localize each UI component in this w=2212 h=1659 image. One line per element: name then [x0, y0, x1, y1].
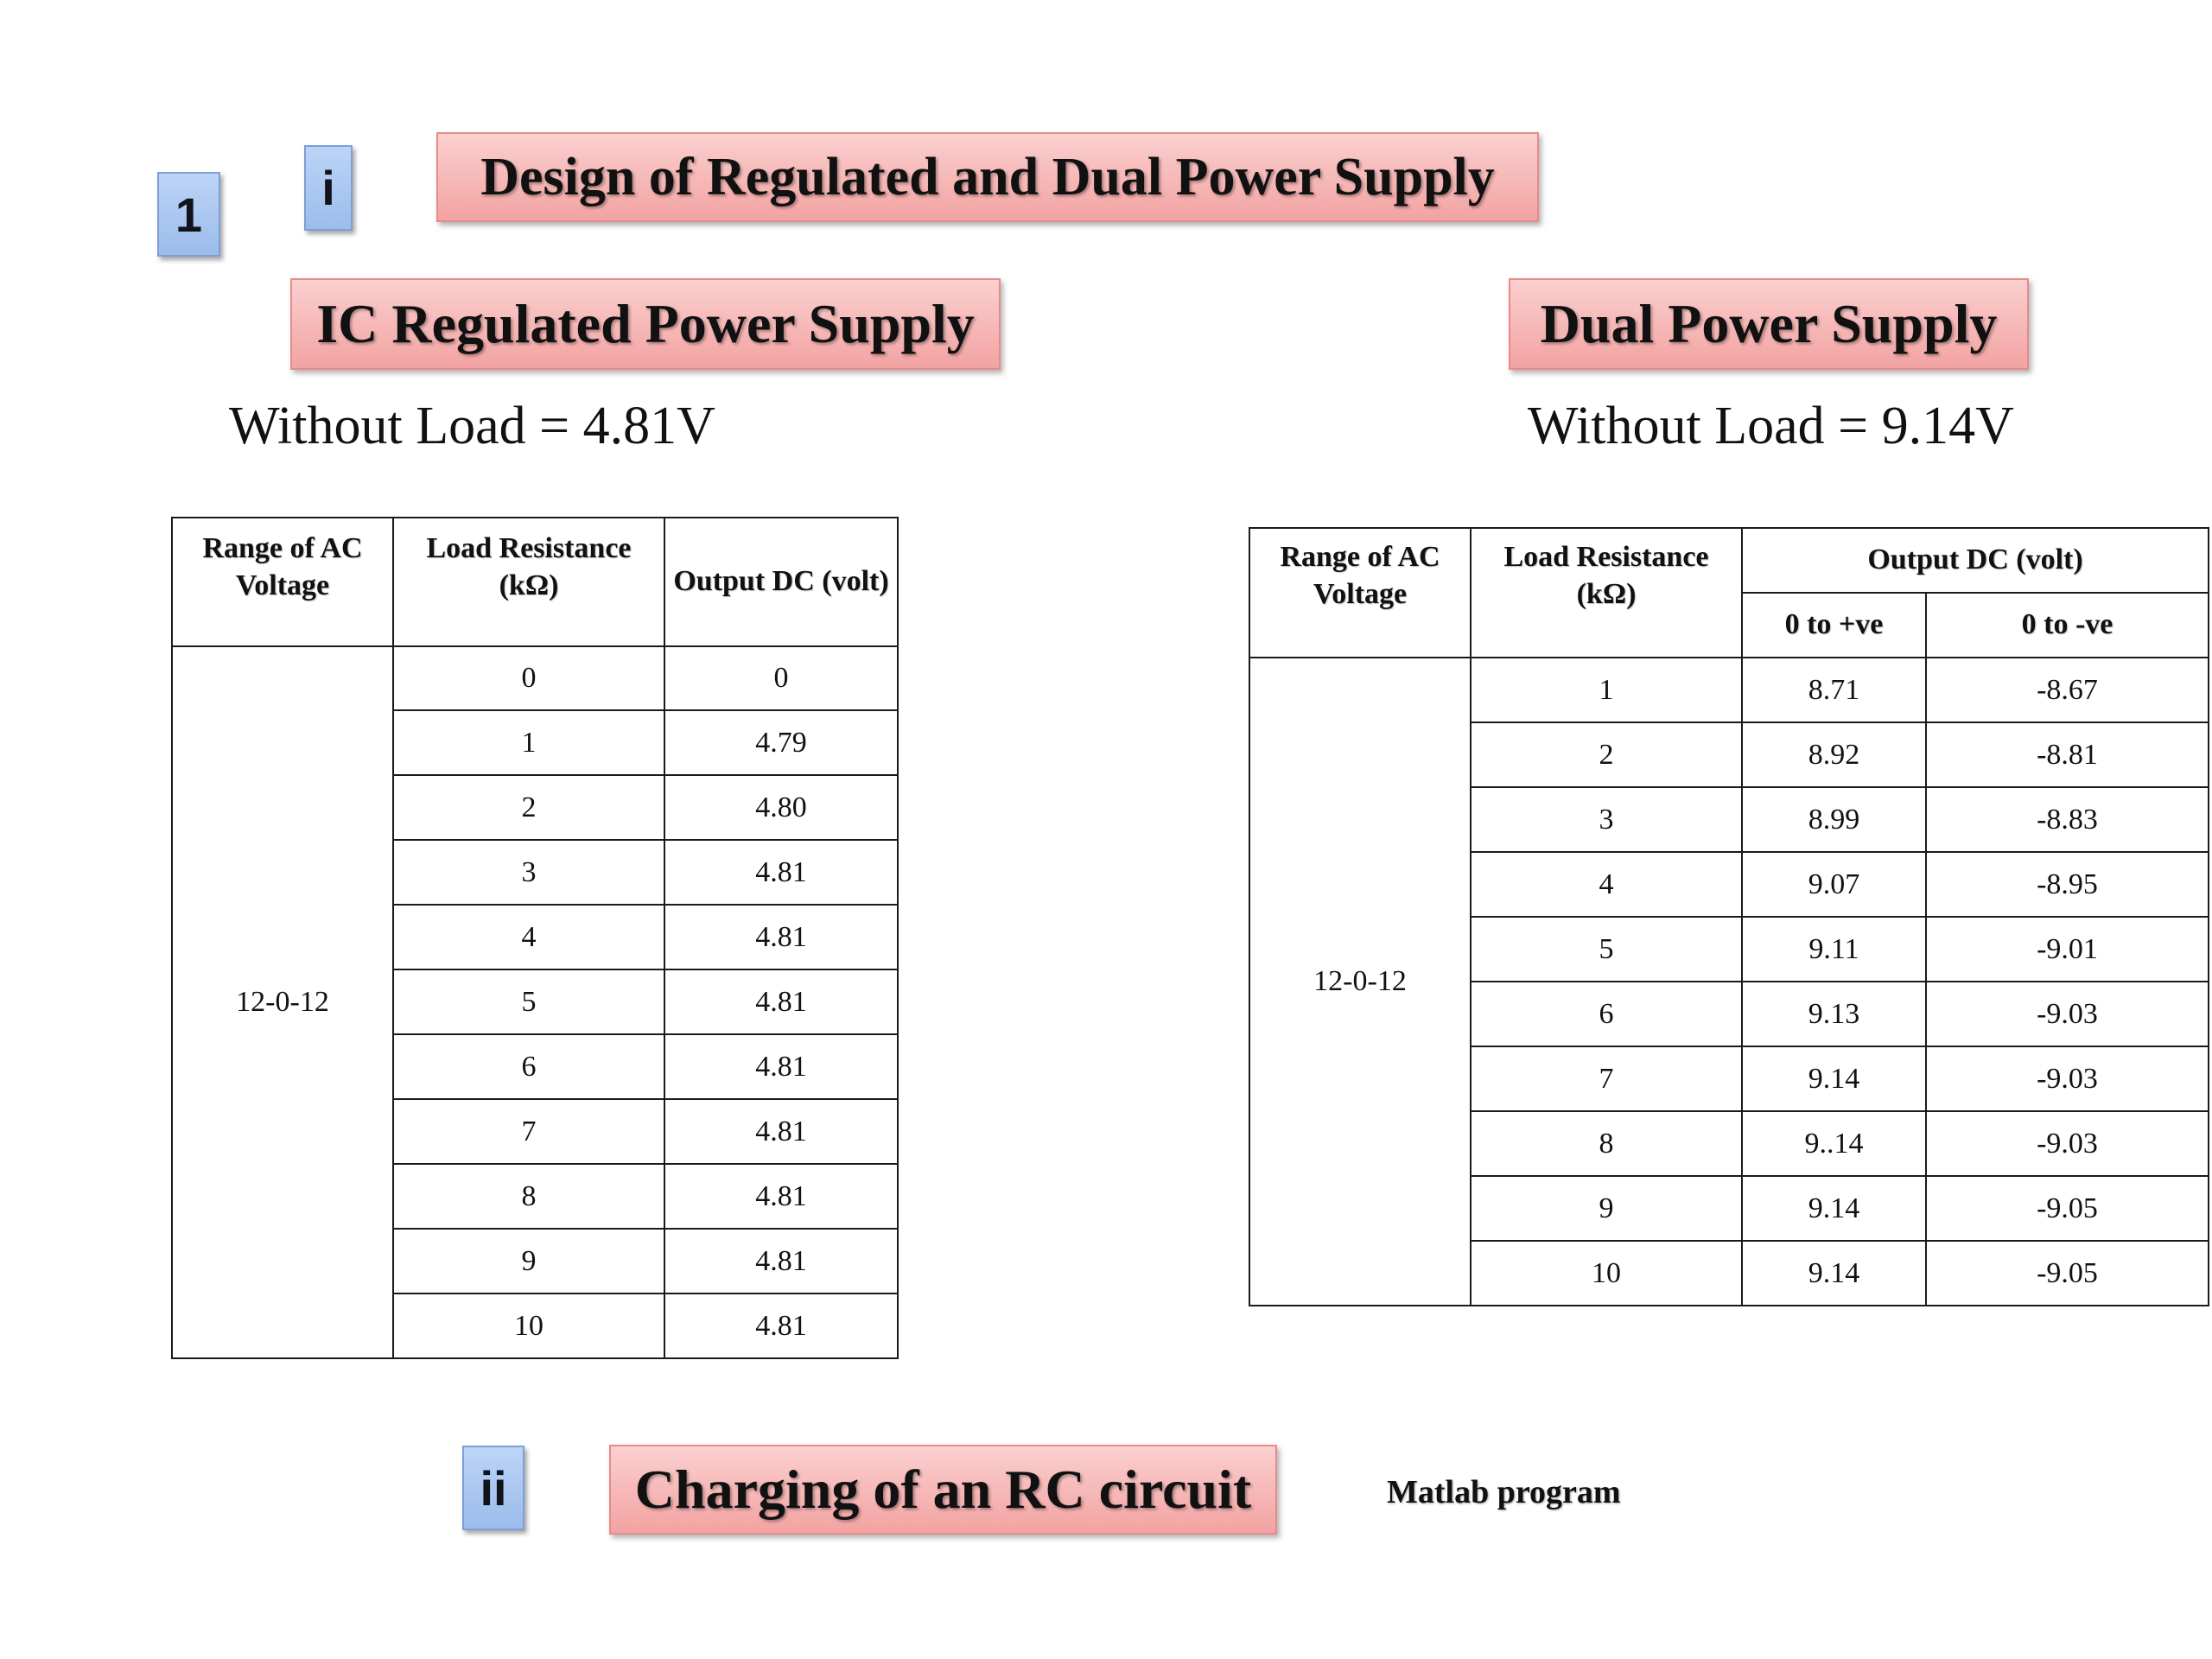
load-cell: 8 [393, 1164, 664, 1229]
header-load-resistance: Load Resistance (kΩ) [393, 518, 664, 646]
output-cell: 0 [664, 646, 898, 710]
output-cell: 4.81 [664, 1099, 898, 1164]
load-cell: 6 [393, 1034, 664, 1099]
load-cell: 0 [393, 646, 664, 710]
load-cell: 4 [1471, 852, 1742, 917]
range-cell: 12-0-12 [1249, 658, 1471, 1306]
load-cell: 4 [393, 905, 664, 969]
header-output-dc: Output DC (volt) [664, 518, 898, 646]
positive-output-cell: 9..14 [1742, 1111, 1926, 1176]
load-cell: 1 [393, 710, 664, 775]
main-title: Design of Regulated and Dual Power Supply [436, 132, 1539, 222]
header-load-resistance: Load Resistance (kΩ) [1471, 528, 1742, 658]
negative-output-cell: -8.95 [1926, 852, 2209, 917]
load-cell: 5 [1471, 917, 1742, 982]
positive-output-cell: 9.11 [1742, 917, 1926, 982]
ic-regulated-title: IC Regulated Power Supply [290, 278, 1001, 370]
negative-output-cell: -9.03 [1926, 1046, 2209, 1111]
load-cell: 6 [1471, 982, 1742, 1046]
positive-output-cell: 8.71 [1742, 658, 1926, 722]
load-cell: 2 [393, 775, 664, 840]
rc-circuit-title: Charging of an RC circuit [609, 1445, 1277, 1535]
output-cell: 4.79 [664, 710, 898, 775]
load-cell: 2 [1471, 722, 1742, 787]
output-cell: 4.81 [664, 1164, 898, 1229]
subsection-ii-badge: ii [462, 1446, 524, 1530]
positive-output-cell: 8.92 [1742, 722, 1926, 787]
negative-output-cell: -9.05 [1926, 1176, 2209, 1241]
positive-output-cell: 9.13 [1742, 982, 1926, 1046]
header-positive: 0 to +ve [1742, 593, 1926, 658]
dual-without-load-text: Without Load = 9.14V [1528, 397, 2014, 455]
negative-output-cell: -8.81 [1926, 722, 2209, 787]
negative-output-cell: -8.67 [1926, 658, 2209, 722]
load-cell: 10 [393, 1294, 664, 1358]
output-cell: 4.81 [664, 840, 898, 905]
load-cell: 9 [1471, 1176, 1742, 1241]
header-negative: 0 to -ve [1926, 593, 2209, 658]
output-cell: 4.81 [664, 1294, 898, 1358]
positive-output-cell: 9.14 [1742, 1241, 1926, 1306]
subsection-i-badge: i [304, 145, 353, 231]
negative-output-cell: -9.03 [1926, 982, 2209, 1046]
positive-output-cell: 9.14 [1742, 1046, 1926, 1111]
output-cell: 4.81 [664, 905, 898, 969]
header-output-dc: Output DC (volt) [1742, 528, 2209, 593]
load-cell: 9 [393, 1229, 664, 1294]
ic-without-load-text: Without Load = 4.81V [229, 397, 715, 455]
ic-regulated-table [171, 517, 899, 1359]
load-cell: 7 [393, 1099, 664, 1164]
section-number-badge: 1 [157, 172, 220, 257]
header-range: Range of AC Voltage [172, 518, 393, 646]
output-cell: 4.81 [664, 1229, 898, 1294]
load-cell: 10 [1471, 1241, 1742, 1306]
range-cell: 12-0-12 [172, 646, 393, 1358]
output-cell: 4.80 [664, 775, 898, 840]
negative-output-cell: -9.03 [1926, 1111, 2209, 1176]
load-cell: 5 [393, 969, 664, 1034]
matlab-program-label: Matlab program [1387, 1474, 1621, 1510]
load-cell: 7 [1471, 1046, 1742, 1111]
negative-output-cell: -8.83 [1926, 787, 2209, 852]
negative-output-cell: -9.05 [1926, 1241, 2209, 1306]
dual-power-title: Dual Power Supply [1509, 278, 2029, 370]
dual-power-table [1249, 527, 2209, 1306]
output-cell: 4.81 [664, 1034, 898, 1099]
positive-output-cell: 9.07 [1742, 852, 1926, 917]
load-cell: 3 [1471, 787, 1742, 852]
load-cell: 3 [393, 840, 664, 905]
negative-output-cell: -9.01 [1926, 917, 2209, 982]
load-cell: 8 [1471, 1111, 1742, 1176]
positive-output-cell: 8.99 [1742, 787, 1926, 852]
load-cell: 1 [1471, 658, 1742, 722]
positive-output-cell: 9.14 [1742, 1176, 1926, 1241]
header-range: Range of AC Voltage [1249, 528, 1471, 658]
output-cell: 4.81 [664, 969, 898, 1034]
